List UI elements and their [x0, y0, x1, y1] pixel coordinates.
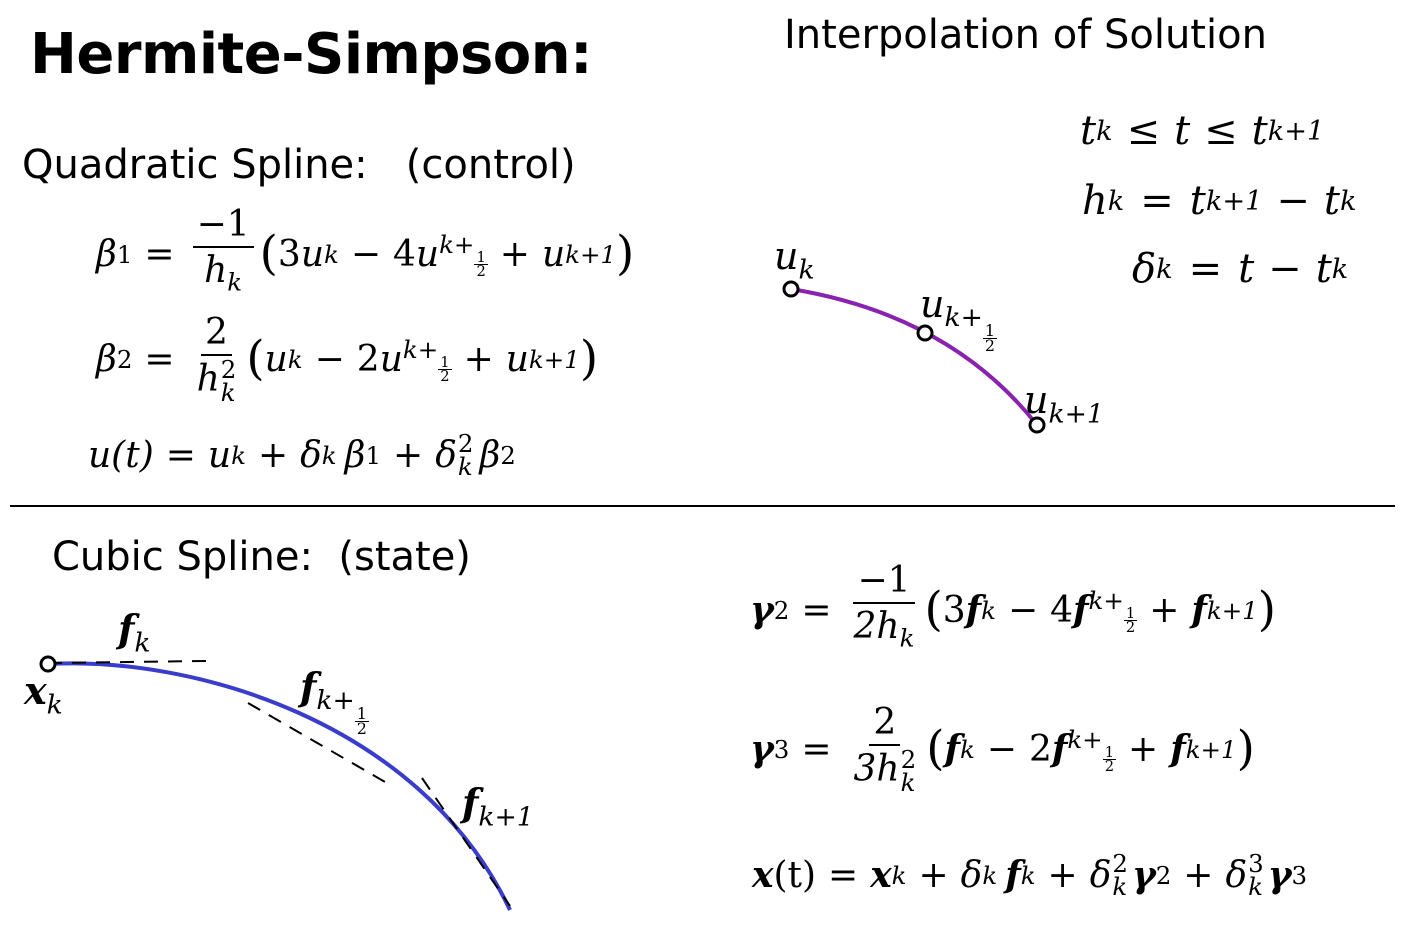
cubic-spline-heading: Cubic Spline: (state)	[52, 534, 471, 580]
beta2-fraction: 2 h 2 k	[196, 312, 237, 408]
label-fk-half: $f_{k+ \frac{1}{2}}$	[300, 664, 367, 739]
time-interval-inequality: t k ≤ t ≤ t k+1	[1080, 108, 1325, 154]
gamma2-equation: γ 2 = $\frac{-1}{2h_k}$ ( 3 f k − 4 f k+ $\frac{1}{2}$ + f k+1 )	[750, 562, 1276, 659]
label-uk1: $u_{k+1}$	[1024, 378, 1104, 430]
label-xk: $x_k$	[24, 668, 63, 721]
quadratic-spline-heading: Quadratic Spline: (control)	[22, 142, 576, 188]
gamma3-fraction: 2 3h 2 k	[853, 702, 917, 798]
state-interpolant-equation: x (t) = x k + δ k f k + δ 2 k γ 2 + δ 3 k γ 3	[752, 849, 1308, 902]
label-fk1: $f_{k+1}$	[462, 780, 534, 833]
control-spline-curve	[791, 289, 1037, 425]
gamma3-equation: γ 3 = 2 3h 2 k ( f k − 2 f k+ $\frac{1}{2}$ + f k+1 )	[750, 702, 1255, 798]
beta1-equation: β 1 = $\frac{-1}{h_k}$ ( 3 u k − 4 u k+ $\frac{1}{2}$ + u k+1 )	[96, 206, 634, 303]
beta2-equation: β 2 = 2 h 2 k ( u k − 2 u k+ $\frac{1}{2}$ + u k+1 )	[96, 312, 599, 408]
label-uk-half: $u_{k+ \frac{1}{2}}$	[920, 282, 996, 356]
interpolation-heading: Interpolation of Solution	[784, 12, 1267, 58]
step-size-definition: h k = t k+1 − t k	[1082, 178, 1357, 224]
page-title: Hermite-Simpson:	[30, 22, 593, 87]
label-fk: $f_k$	[118, 606, 151, 659]
delta-definition: δ k = t − t k	[1132, 246, 1349, 292]
control-interpolant-equation: u(t) = u k + δ k β 1 + δ 2 k β 2	[88, 429, 516, 482]
beta1-fraction: $\frac{-1}{h_k}$	[193, 206, 254, 303]
label-uk: $u_k$	[774, 234, 815, 286]
gamma2-fraction: $\frac{-1}{2h_k}$	[853, 560, 915, 653]
state-spline-curve	[48, 663, 510, 910]
